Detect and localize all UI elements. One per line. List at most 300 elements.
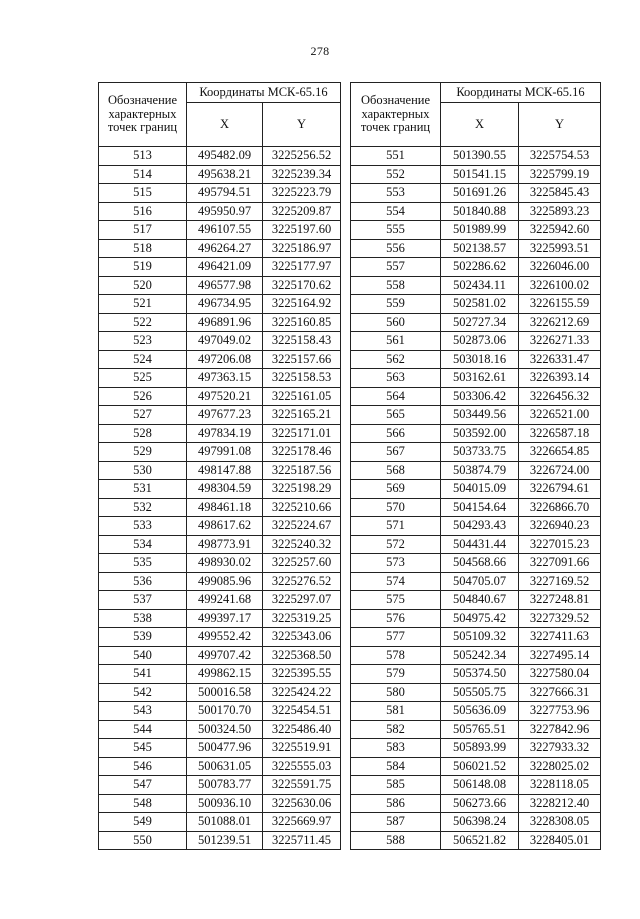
point-number-cell: 518	[99, 239, 187, 258]
x-coordinate-cell: 499241.68	[187, 591, 263, 610]
y-coordinate-cell: 3228308.05	[519, 813, 601, 832]
point-number-cell: 551	[351, 147, 441, 166]
point-number-cell: 529	[99, 443, 187, 462]
page-number: 278	[310, 44, 330, 58]
table-row	[351, 480, 601, 499]
table-body-left	[99, 147, 341, 850]
point-number-cell: 584	[351, 757, 441, 776]
x-coordinate-cell: 500477.96	[187, 739, 263, 758]
y-coordinate-cell: 3225257.60	[263, 554, 341, 573]
x-coordinate-cell: 498773.91	[187, 535, 263, 554]
point-number-cell: 580	[351, 683, 441, 702]
x-coordinate-cell: 497991.08	[187, 443, 263, 462]
y-coordinate-cell: 3226724.00	[519, 461, 601, 480]
y-coordinate-cell: 3227580.04	[519, 665, 601, 684]
point-number-cell: 578	[351, 646, 441, 665]
x-coordinate-cell: 506521.82	[441, 831, 519, 850]
x-column-header: X	[187, 103, 263, 147]
y-column-header: Y	[263, 103, 341, 147]
x-coordinate-cell: 495638.21	[187, 165, 263, 184]
point-number-cell: 554	[351, 202, 441, 221]
point-number-cell: 542	[99, 683, 187, 702]
table-row	[351, 184, 601, 203]
x-coordinate-cell: 505636.09	[441, 702, 519, 721]
point-number-cell: 519	[99, 258, 187, 277]
point-number-cell: 575	[351, 591, 441, 610]
x-coordinate-cell: 503874.79	[441, 461, 519, 480]
y-coordinate-cell: 3225186.97	[263, 239, 341, 258]
x-coordinate-cell: 501239.51	[187, 831, 263, 850]
point-number-cell: 586	[351, 794, 441, 813]
point-number-cell: 516	[99, 202, 187, 221]
point-number-cell: 550	[99, 831, 187, 850]
designation-header-line: Обозначение	[360, 93, 431, 108]
x-coordinate-cell: 505505.75	[441, 683, 519, 702]
point-number-cell: 530	[99, 461, 187, 480]
point-number-cell: 525	[99, 369, 187, 388]
table-row	[99, 165, 341, 184]
point-number-cell: 517	[99, 221, 187, 240]
table-row	[351, 572, 601, 591]
x-coordinate-cell: 500631.05	[187, 757, 263, 776]
point-number-cell: 515	[99, 184, 187, 203]
y-coordinate-cell: 3225319.25	[263, 609, 341, 628]
y-coordinate-cell: 3227495.14	[519, 646, 601, 665]
point-number-cell: 545	[99, 739, 187, 758]
x-coordinate-cell: 500170.70	[187, 702, 263, 721]
x-coordinate-cell: 502286.62	[441, 258, 519, 277]
y-coordinate-cell: 3225197.60	[263, 221, 341, 240]
y-coordinate-cell: 3227411.63	[519, 628, 601, 647]
y-coordinate-cell: 3225170.62	[263, 276, 341, 295]
x-coordinate-cell: 505765.51	[441, 720, 519, 739]
x-coordinate-cell: 499397.17	[187, 609, 263, 628]
x-coordinate-cell: 500016.58	[187, 683, 263, 702]
table-row	[351, 165, 601, 184]
x-coordinate-cell: 498147.88	[187, 461, 263, 480]
point-number-cell: 547	[99, 776, 187, 795]
table-row	[99, 184, 341, 203]
x-coordinate-cell: 496577.98	[187, 276, 263, 295]
y-coordinate-cell: 3225893.23	[519, 202, 601, 221]
point-number-cell: 513	[99, 147, 187, 166]
y-coordinate-cell: 3227753.96	[519, 702, 601, 721]
point-number-cell: 579	[351, 665, 441, 684]
y-coordinate-cell: 3225993.51	[519, 239, 601, 258]
table-body-right	[351, 147, 601, 850]
point-number-cell: 558	[351, 276, 441, 295]
table-row	[351, 683, 601, 702]
designation-header-line: точек границ	[360, 120, 431, 135]
point-number-cell: 565	[351, 406, 441, 425]
table-row	[351, 313, 601, 332]
point-number-cell: 543	[99, 702, 187, 721]
y-coordinate-cell: 3225845.43	[519, 184, 601, 203]
point-number-cell: 576	[351, 609, 441, 628]
y-coordinate-cell: 3225424.22	[263, 683, 341, 702]
x-coordinate-cell: 504705.07	[441, 572, 519, 591]
y-coordinate-cell: 3226212.69	[519, 313, 601, 332]
table-row	[99, 147, 341, 166]
table-row	[351, 276, 601, 295]
x-coordinate-cell: 503162.61	[441, 369, 519, 388]
point-number-cell: 555	[351, 221, 441, 240]
x-coordinate-cell: 504154.64	[441, 498, 519, 517]
point-number-cell: 582	[351, 720, 441, 739]
x-coordinate-cell: 497206.08	[187, 350, 263, 369]
y-coordinate-cell: 3225276.52	[263, 572, 341, 591]
table-row	[99, 665, 341, 684]
y-coordinate-cell: 3225240.32	[263, 535, 341, 554]
x-coordinate-cell: 497363.15	[187, 369, 263, 388]
table-row	[351, 831, 601, 850]
table-row	[99, 295, 341, 314]
x-coordinate-cell: 500324.50	[187, 720, 263, 739]
table-row	[99, 406, 341, 425]
y-coordinate-cell: 3225209.87	[263, 202, 341, 221]
table-row	[99, 461, 341, 480]
x-coordinate-cell: 501541.15	[441, 165, 519, 184]
point-number-cell: 549	[99, 813, 187, 832]
y-coordinate-cell: 3226940.23	[519, 517, 601, 536]
y-coordinate-cell: 3228212.40	[519, 794, 601, 813]
table-row	[351, 517, 601, 536]
table-row	[351, 646, 601, 665]
y-coordinate-cell: 3226654.85	[519, 443, 601, 462]
x-coordinate-cell: 497520.21	[187, 387, 263, 406]
table-row	[99, 332, 341, 351]
x-coordinate-cell: 498461.18	[187, 498, 263, 517]
point-number-cell: 537	[99, 591, 187, 610]
point-number-cell: 544	[99, 720, 187, 739]
x-coordinate-cell: 497049.02	[187, 332, 263, 351]
y-coordinate-cell: 3226587.18	[519, 424, 601, 443]
point-number-cell: 587	[351, 813, 441, 832]
point-number-cell: 556	[351, 239, 441, 258]
point-number-cell: 585	[351, 776, 441, 795]
table-row	[99, 702, 341, 721]
point-number-cell: 520	[99, 276, 187, 295]
y-coordinate-cell: 3225256.52	[263, 147, 341, 166]
coordinates-table-left	[98, 82, 341, 850]
x-coordinate-cell: 501390.55	[441, 147, 519, 166]
point-number-cell: 532	[99, 498, 187, 517]
x-coordinate-cell: 503306.42	[441, 387, 519, 406]
table-row	[99, 202, 341, 221]
table-row	[351, 794, 601, 813]
point-number-cell: 572	[351, 535, 441, 554]
table-row	[99, 221, 341, 240]
point-number-cell: 559	[351, 295, 441, 314]
point-number-cell: 521	[99, 295, 187, 314]
x-coordinate-cell: 503449.56	[441, 406, 519, 425]
table-row	[99, 350, 341, 369]
x-coordinate-cell: 498304.59	[187, 480, 263, 499]
x-column-header: X	[441, 103, 519, 147]
table-row	[99, 258, 341, 277]
point-number-cell: 536	[99, 572, 187, 591]
point-number-cell: 562	[351, 350, 441, 369]
x-coordinate-cell: 502873.06	[441, 332, 519, 351]
point-number-cell: 564	[351, 387, 441, 406]
y-coordinate-cell: 3225519.91	[263, 739, 341, 758]
y-coordinate-cell: 3226393.14	[519, 369, 601, 388]
y-coordinate-cell: 3226866.70	[519, 498, 601, 517]
y-coordinate-cell: 3227091.66	[519, 554, 601, 573]
point-number-cell: 548	[99, 794, 187, 813]
y-coordinate-cell: 3225157.66	[263, 350, 341, 369]
x-coordinate-cell: 498617.62	[187, 517, 263, 536]
x-coordinate-cell: 495950.97	[187, 202, 263, 221]
y-coordinate-cell: 3225198.29	[263, 480, 341, 499]
point-number-cell: 569	[351, 480, 441, 499]
y-coordinate-cell: 3225591.75	[263, 776, 341, 795]
table-row	[99, 313, 341, 332]
x-coordinate-cell: 495794.51	[187, 184, 263, 203]
table-row	[99, 517, 341, 536]
y-coordinate-cell: 3225158.43	[263, 332, 341, 351]
x-coordinate-cell: 497677.23	[187, 406, 263, 425]
x-coordinate-cell: 506273.66	[441, 794, 519, 813]
designation-header-line: характерных	[361, 106, 430, 121]
y-coordinate-cell: 3226794.61	[519, 480, 601, 499]
table-row	[99, 276, 341, 295]
table-row	[351, 498, 601, 517]
x-coordinate-cell: 504840.67	[441, 591, 519, 610]
point-number-cell: 528	[99, 424, 187, 443]
table-row	[99, 424, 341, 443]
x-coordinate-cell: 504568.66	[441, 554, 519, 573]
x-coordinate-cell: 496264.27	[187, 239, 263, 258]
x-coordinate-cell: 499707.42	[187, 646, 263, 665]
x-coordinate-cell: 496421.09	[187, 258, 263, 277]
table-row	[351, 591, 601, 610]
y-coordinate-cell: 3226155.59	[519, 295, 601, 314]
y-coordinate-cell: 3228025.02	[519, 757, 601, 776]
y-coordinate-cell: 3225171.01	[263, 424, 341, 443]
point-number-cell: 573	[351, 554, 441, 573]
point-number-cell: 574	[351, 572, 441, 591]
x-coordinate-cell: 502581.02	[441, 295, 519, 314]
y-coordinate-cell: 3225164.92	[263, 295, 341, 314]
point-number-cell: 560	[351, 313, 441, 332]
point-number-cell: 570	[351, 498, 441, 517]
point-number-cell: 526	[99, 387, 187, 406]
designation-header	[351, 83, 441, 147]
x-coordinate-cell: 503733.75	[441, 443, 519, 462]
table-row	[351, 350, 601, 369]
table-row	[351, 147, 601, 166]
point-number-cell: 539	[99, 628, 187, 647]
table-row	[351, 202, 601, 221]
y-coordinate-cell: 3227842.96	[519, 720, 601, 739]
x-coordinate-cell: 501840.88	[441, 202, 519, 221]
y-coordinate-cell: 3225239.34	[263, 165, 341, 184]
table-row	[99, 646, 341, 665]
x-coordinate-cell: 502434.11	[441, 276, 519, 295]
designation-header-line: характерных	[108, 106, 177, 121]
point-number-cell: 568	[351, 461, 441, 480]
y-coordinate-cell: 3226100.02	[519, 276, 601, 295]
table-row	[351, 535, 601, 554]
table-row	[99, 776, 341, 795]
x-coordinate-cell: 506021.52	[441, 757, 519, 776]
point-number-cell: 567	[351, 443, 441, 462]
table-row	[99, 609, 341, 628]
table-row	[351, 332, 601, 351]
x-coordinate-cell: 501989.99	[441, 221, 519, 240]
coordinate-system-header: Координаты МСК-65.16	[187, 83, 341, 103]
x-coordinate-cell: 506398.24	[441, 813, 519, 832]
point-number-cell: 533	[99, 517, 187, 536]
point-number-cell: 522	[99, 313, 187, 332]
x-coordinate-cell: 501088.01	[187, 813, 263, 832]
table-row	[99, 720, 341, 739]
table-row	[351, 387, 601, 406]
y-coordinate-cell: 3227329.52	[519, 609, 601, 628]
x-coordinate-cell: 496891.96	[187, 313, 263, 332]
y-coordinate-cell: 3225711.45	[263, 831, 341, 850]
point-number-cell: 563	[351, 369, 441, 388]
y-coordinate-cell: 3228405.01	[519, 831, 601, 850]
point-number-cell: 546	[99, 757, 187, 776]
x-coordinate-cell: 504975.42	[441, 609, 519, 628]
y-coordinate-cell: 3226271.33	[519, 332, 601, 351]
y-coordinate-cell: 3225161.05	[263, 387, 341, 406]
table-row	[351, 258, 601, 277]
point-number-cell: 577	[351, 628, 441, 647]
table-row	[351, 554, 601, 573]
x-coordinate-cell: 502138.57	[441, 239, 519, 258]
point-number-cell: 588	[351, 831, 441, 850]
point-number-cell: 571	[351, 517, 441, 536]
y-coordinate-cell: 3225187.56	[263, 461, 341, 480]
point-number-cell: 523	[99, 332, 187, 351]
designation-header-line: точек границ	[107, 120, 178, 135]
x-coordinate-cell: 505374.50	[441, 665, 519, 684]
y-coordinate-cell: 3225297.07	[263, 591, 341, 610]
table-row	[351, 628, 601, 647]
y-coordinate-cell: 3225669.97	[263, 813, 341, 832]
point-number-cell: 561	[351, 332, 441, 351]
y-coordinate-cell: 3225224.67	[263, 517, 341, 536]
x-coordinate-cell: 504015.09	[441, 480, 519, 499]
x-coordinate-cell: 505242.34	[441, 646, 519, 665]
point-number-cell: 534	[99, 535, 187, 554]
y-coordinate-cell: 3226456.32	[519, 387, 601, 406]
x-coordinate-cell: 503018.16	[441, 350, 519, 369]
table-row	[99, 831, 341, 850]
designation-header	[99, 83, 187, 147]
designation-header-line: Обозначение	[107, 93, 178, 108]
table-row	[99, 628, 341, 647]
y-coordinate-cell: 3225158.53	[263, 369, 341, 388]
y-coordinate-cell: 3226046.00	[519, 258, 601, 277]
point-number-cell: 581	[351, 702, 441, 721]
table-row	[99, 813, 341, 832]
y-coordinate-cell: 3225160.85	[263, 313, 341, 332]
y-coordinate-cell: 3225799.19	[519, 165, 601, 184]
table-row	[351, 665, 601, 684]
table-row	[351, 406, 601, 425]
point-number-cell: 557	[351, 258, 441, 277]
x-coordinate-cell: 502727.34	[441, 313, 519, 332]
point-number-cell: 524	[99, 350, 187, 369]
table-row	[351, 776, 601, 795]
table-row	[99, 535, 341, 554]
table-row	[99, 739, 341, 758]
y-coordinate-cell: 3226331.47	[519, 350, 601, 369]
table-row	[99, 572, 341, 591]
point-number-cell: 538	[99, 609, 187, 628]
x-coordinate-cell: 499862.15	[187, 665, 263, 684]
coordinates-table-right	[350, 82, 601, 850]
y-coordinate-cell: 3227015.23	[519, 535, 601, 554]
table-row	[351, 609, 601, 628]
y-coordinate-cell: 3225555.03	[263, 757, 341, 776]
x-coordinate-cell: 497834.19	[187, 424, 263, 443]
y-coordinate-cell: 3225454.51	[263, 702, 341, 721]
y-coordinate-cell: 3225486.40	[263, 720, 341, 739]
table-row	[351, 813, 601, 832]
table-row	[351, 239, 601, 258]
table-row	[351, 702, 601, 721]
x-coordinate-cell: 499085.96	[187, 572, 263, 591]
y-column-header: Y	[519, 103, 601, 147]
table-row	[99, 498, 341, 517]
table-row	[99, 591, 341, 610]
y-coordinate-cell: 3227933.32	[519, 739, 601, 758]
point-number-cell: 553	[351, 184, 441, 203]
table-row	[99, 239, 341, 258]
x-coordinate-cell: 506148.08	[441, 776, 519, 795]
y-coordinate-cell: 3225630.06	[263, 794, 341, 813]
y-coordinate-cell: 3225210.66	[263, 498, 341, 517]
table-row	[99, 794, 341, 813]
x-coordinate-cell: 504431.44	[441, 535, 519, 554]
coordinate-system-header: Координаты МСК-65.16	[441, 83, 601, 103]
table-row	[351, 757, 601, 776]
point-number-cell: 535	[99, 554, 187, 573]
x-coordinate-cell: 499552.42	[187, 628, 263, 647]
table-row	[351, 369, 601, 388]
x-coordinate-cell: 496107.55	[187, 221, 263, 240]
y-coordinate-cell: 3225754.53	[519, 147, 601, 166]
table-row	[99, 554, 341, 573]
x-coordinate-cell: 500936.10	[187, 794, 263, 813]
x-coordinate-cell: 498930.02	[187, 554, 263, 573]
table-row	[99, 387, 341, 406]
table-row	[351, 295, 601, 314]
table-row	[351, 221, 601, 240]
y-coordinate-cell: 3227248.81	[519, 591, 601, 610]
y-coordinate-cell: 3226521.00	[519, 406, 601, 425]
point-number-cell: 541	[99, 665, 187, 684]
y-coordinate-cell: 3225395.55	[263, 665, 341, 684]
y-coordinate-cell: 3228118.05	[519, 776, 601, 795]
point-number-cell: 527	[99, 406, 187, 425]
point-number-cell: 583	[351, 739, 441, 758]
point-number-cell: 552	[351, 165, 441, 184]
point-number-cell: 531	[99, 480, 187, 499]
table-row	[99, 683, 341, 702]
x-coordinate-cell: 501691.26	[441, 184, 519, 203]
table-row	[351, 461, 601, 480]
y-coordinate-cell: 3225177.97	[263, 258, 341, 277]
table-row	[99, 757, 341, 776]
y-coordinate-cell: 3227169.52	[519, 572, 601, 591]
y-coordinate-cell: 3225178.46	[263, 443, 341, 462]
